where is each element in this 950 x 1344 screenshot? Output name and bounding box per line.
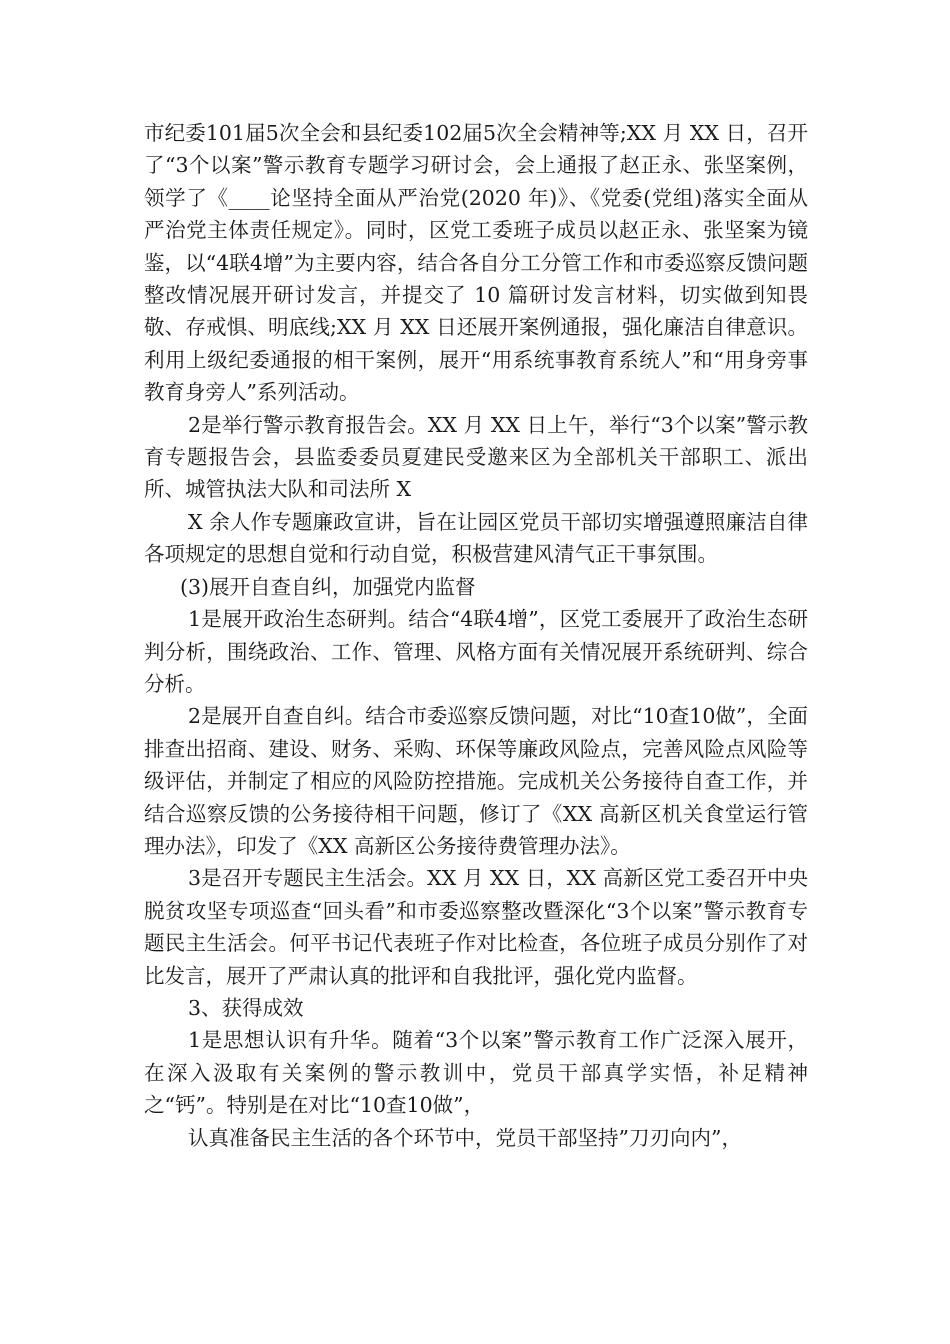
paragraph-8: 认真准备民主生活的各个环节中，党员干部坚持”刀刃向内”， — [188, 1125, 742, 1150]
paragraph-3: X 余人作专题廉政宣讲，旨在让园区党员干部切实增强遵照廉洁自律各项规定的思想自觉和行动自觉，积极营建风清气正干事氛围。 — [144, 509, 808, 567]
paragraph-7: 1是思想认识有升华。随着“3个以案”警示教育工作广泛深入展开，在深入汲取有关案例的警示教训中，党员干部真学实悟，补足精神之“钙”。特别是在对比“10查10做”， — [144, 1028, 808, 1118]
subsection-heading: 3、获得成效 — [188, 995, 304, 1020]
document-body — [144, 117, 808, 1154]
paragraph-5: 2是展开自查自纠。结合市委巡察反馈问题，对比“10查10做”，全面排查出招商、建设、财务、采购、环保等廉政风险点，完善风险点风险等级评估，并制定了相应的风险防控措施。完成机关公务接待自查工作，并结合巡察反馈的公务接待相干问题，修订了《XX 高新区机关食堂运行管理办法》，印发了《XX 高新区公务接待费管理办法》。 — [144, 704, 808, 858]
paragraph-2: 2是举行警示教育报告会。XX 月 XX 日上午，举行“3个以案”警示教育专题报告会，县监委委员夏建民受邀来区为全部机关干部职工、派出所、城管执法大队和司法所 X — [144, 412, 808, 502]
paragraph-1: 市纪委101届5次全会和县纪委102届5次全会精神等;XX 月 XX 日，召开了“3个以案”警示教育专题学习研讨会，会上通报了赵正永、张坚案例，领学了《____论坚持全面从严治党(2020 年)》、《党委(党组)落实全面从严治党主体责任规定》。同时，区党工委班子成员以赵正永、张坚案为镜鉴，以“4联4增”为主要内容，结合各自分工分管工作和市委巡察反馈问题整改情况展开研讨发言，并提交了 10 篇研讨发言材料，切实做到知畏敬、存戒惧、明底线;XX 月 XX 日还展开案例通报，强化廉洁自律意识。利用上级纪委通报的相干案例，展开“用系统事教育系统人”和“用身旁事教育身旁人”系列活动。 — [144, 121, 808, 405]
section-heading: (3)展开自查自纠，加强党内监督 — [180, 574, 476, 599]
paragraph-6: 3是召开专题民主生活会。XX 月 XX 日，XX 高新区党工委召开中央脱贫攻坚专项巡查“回头看”和市委巡察整改暨深化“3个以案”警示教育专题民主生活会。何平书记代表班子作对比检查，各位班子成员分别作了对比发言，展开了严肃认真的批评和自我批评，强化党内监督。 — [144, 866, 808, 988]
paragraph-4: 1是展开政治生态研判。结合“4联4增”，区党工委展开了政治生态研判分析，围绕政治、工作、管理、风格方面有关情况展开系统研判、综合分析。 — [144, 607, 808, 696]
